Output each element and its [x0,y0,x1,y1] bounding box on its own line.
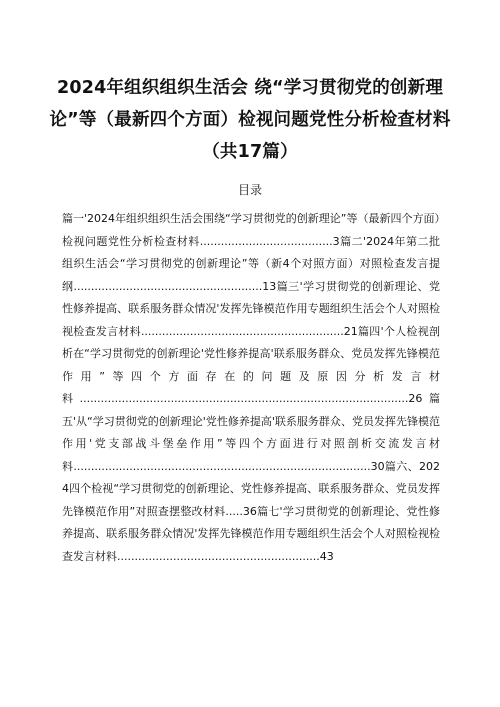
table-of-contents [62,208,440,568]
toc-heading: 目录 [237,183,262,197]
toc-entry-7[interactable]: 篇七'学习贯彻党的创新理论、党性修养提高、联系服务群众情况'发挥先锋模范作用专题组织生活会个人对照检视检查发言材料..........................................................43 [62,504,440,563]
toc-entry-5[interactable]: 篇五'从“学习贯彻党的创新理论'党性修养提高'联系服务群众、党员发挥先锋模范作用'党支部战斗堡垒作用”等四个方面进行对照剖析交流发言材料.....................................................................................30 [62,392,440,473]
toc-entry-2[interactable]: 篇二'2024年第二批组织生活会“学习贯彻党的创新理论”等（新4个对照方面）对照检查发言提纲......................................................13 [62,234,440,293]
toc-entry-6[interactable]: 篇六、2024四个检视“学习贯彻党的创新理论、党性修养提高、联系服务群众、党员发挥先锋模范作用”对照查摆整改材料.....36 [62,459,440,518]
toc-entry-1[interactable]: 篇一'2024年组织组织生活会围绕“学习贯彻党的创新理论”等（最新四个方面）检视问题党性分析检查材料......................................3 [62,212,440,248]
toc-entry-3[interactable]: 篇三'学习贯彻党的创新理论、党性修养提高、联系服务群众情况'发挥先锋模范作用专题组织生活会个人对照检视检查发言材料..........................................................21 [62,279,440,338]
toc-entry-4[interactable]: 篇四'个人检视剖析在“学习贯彻党的创新理论'党性修养提高'联系服务群众、党员发挥先锋模范作用”等四个方面存在的问题及原因分析发言材料..............................................................................................26 [62,324,440,405]
document-title: 2024年组织组织生活会 绕“学习贯彻党的创新理论”等（最新四个方面）检视问题党性分析检查材料（共17篇） [49,78,451,162]
